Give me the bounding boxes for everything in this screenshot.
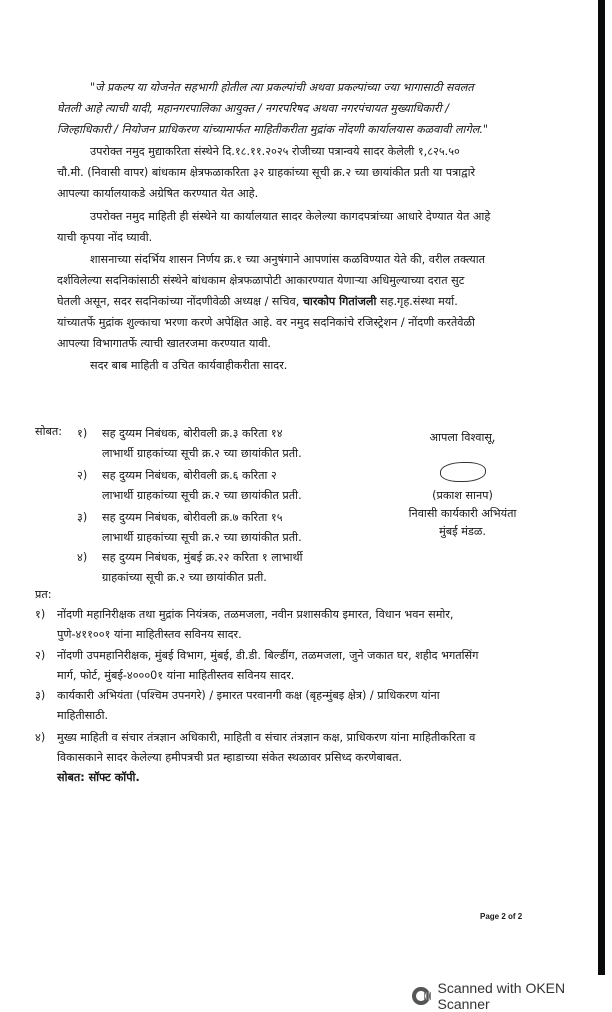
paragraph-stamp-duty (57, 249, 587, 354)
paragraph-line: शासनाच्या संदर्भिय शासन निर्णय क्र.१ च्या अनुषंगाने आपणांस कळविण्यात येते की, वरील तक्त्यात (57, 249, 587, 270)
paragraph-line: यांच्यातर्फे मुद्रांक शुल्काचा भरणा करणे अपेक्षित आहे. वर नमुद सदनिकांचे रजिस्ट्रेशन / नोंदणी करतेवेळी (57, 312, 587, 333)
scan-edge-bar (598, 0, 605, 975)
copy-number: ३) (35, 686, 45, 706)
copy-number: १) (35, 605, 45, 625)
copy-line: कार्यकारी अभियंता (पश्चिम उपनगरे) / इमारत परवानगी कक्ष (बृहन्मुंबइ क्षेत्र) / प्राधिकरण यांना (57, 686, 577, 706)
enclosure-item (102, 548, 334, 588)
scanner-watermark (412, 980, 612, 1012)
paragraph-line: उपरोक्त नमुद मुद्याकरिता संस्थेने दि.१८.११.२०२५ रोजीच्या पत्रान्वये सादर केलेली १,८२५.५० (57, 141, 587, 162)
copy-line: माहितीसाठी. (57, 706, 577, 726)
handwritten-signature (380, 462, 545, 489)
copy-line: मुख्य माहिती व संचार तंत्रज्ञान अधिकारी, माहिती व संचार तंत्रज्ञान कक्ष, प्राधिकरण यांना माहितीकरिता व (57, 728, 577, 748)
copy-line: मार्ग, फोर्ट, मुंबई-४०००0१ यांना माहितीस्तव सविनय सादर. (57, 666, 577, 686)
enclosure-line: ग्राहकांच्या सूची क्र.२ च्या छायांकीत प्रती. (102, 568, 334, 588)
copy-item (57, 728, 577, 788)
paragraph-line (57, 291, 587, 312)
paragraph-forwarding (57, 141, 587, 204)
quote-line: जिल्हाधिकारी / नियोजन प्राधिकरण यांच्यामार्फत माहितीकरीता मुद्रांक नोंदणी कार्यालयास कळवावी लागेल." (57, 119, 587, 140)
paragraph-closing (57, 355, 587, 376)
quote-line: घेतली आहे त्याची यादी, महानगरपालिका आयुक्त / नगरपरिषद अथवा नगरपंचायत मुख्याधिकारी / (57, 98, 587, 119)
enclosure-number: ४) (77, 548, 87, 568)
scanner-text: Scanned with OKEN Scanner (438, 980, 612, 1012)
paragraph-note (57, 206, 587, 248)
paragraph-text: घेतली असून, सदर सदनिकांच्या नोंदणीवेळी अध्यक्ष / सचिव, (57, 295, 299, 308)
paragraph-line: उपरोक्त नमुद माहिती ही संस्थेने या कार्यालयात सादर केलेल्या कागदपत्रांच्या आधारे देण्यात येत आहे (57, 206, 587, 227)
copy-number: ४) (35, 728, 45, 748)
copy-line: नोंदणी उपमहानिरीक्षक, मुंबई विभाग, मुंबई, डी.डी. बिल्डींग, तळमजला, जुने जकात घर, शहीद भगतसिंग (57, 646, 577, 666)
enclosure-number: ३) (77, 508, 87, 528)
paragraph-line: आपल्या कार्यालयाकडे अग्रेषित करण्यात येत आहे. (57, 183, 587, 204)
oken-scanner-logo-icon (412, 987, 430, 1005)
enclosure-number: १) (77, 424, 87, 444)
signature-mark (440, 462, 486, 482)
copy-line: पुणे-४११००१ यांना माहितीस्तव सविनय सादर. (57, 625, 577, 645)
copy-number: २) (35, 646, 45, 666)
signatory-name: (प्रकाश सानप) (380, 486, 545, 506)
paragraph-line: आपल्या विभागातर्फे त्याची खातरजमा करण्यात यावी. (57, 333, 587, 354)
paragraph-line: चौ.मी. (निवासी वापर) बांधकाम क्षेत्रफळाकरिता ३२ ग्राहकांच्या सूची क्र.२ च्या छायांकीत प्रती या पत्राद्वारे (57, 162, 587, 183)
attachment-note: सोबत: सॉफ्ट कॉपी. (57, 768, 577, 788)
closing-salutation: आपला विश्वासू, (380, 428, 545, 448)
enclosure-line: सह दुय्यम निबंधक, बोरीवली क्र.७ करिता १५ (102, 508, 334, 528)
copies-label: प्रत: (35, 587, 52, 602)
enclosure-line: लाभार्थी ग्राहकांच्या सूची क्र.२ च्या छायांकीत प्रती. (102, 444, 334, 464)
enclosures-label: सोबत: (35, 424, 62, 439)
page-number: Page 2 of 2 (480, 912, 522, 921)
paragraph-line: याची कृपया नोंद घ्यावी. (57, 227, 587, 248)
copy-line: विकासकाने सादर केलेल्या हमीपत्रची प्रत म्हाडाच्या संकेत स्थळावर प्रसिध्द करणेबाबत. (57, 748, 577, 768)
society-name: चारकोप गितांजली (303, 295, 377, 308)
quote-line: "जे प्रकल्प या योजनेत सहभागी होतील त्या प्रकल्पांची अथवा प्रकल्पांच्या ज्या भागासाठी सवलत (57, 77, 587, 98)
enclosure-line: लाभार्थी ग्राहकांच्या सूची क्र.२ च्या छायांकीत प्रती. (102, 486, 334, 506)
enclosure-item (102, 466, 334, 506)
paragraph-line: दर्शविलेल्या सदनिकांसाठी संस्थेने बांधकाम क्षेत्रफळापोटी आकारण्यात येणाऱ्या अधिमुल्याच्या दरात सुट (57, 270, 587, 291)
enclosure-line: सह दुय्यम निबंधक, मुंबई क्र.२२ करिता १ लाभार्थी (102, 548, 334, 568)
quoted-clause (57, 77, 587, 140)
copy-item (57, 605, 577, 645)
copy-item (57, 646, 577, 686)
paragraph-text: सह.गृह.संस्था मर्या. (380, 295, 458, 308)
copy-item (57, 686, 577, 726)
enclosure-line: सह दुय्यम निबंधक, बोरीवली क्र.३ करिता १४ (102, 424, 334, 444)
enclosure-item (102, 424, 334, 464)
signatory-office: मुंबई मंडळ. (380, 522, 545, 542)
enclosure-line: लाभार्थी ग्राहकांच्या सूची क्र.२ च्या छायांकीत प्रती. (102, 528, 334, 548)
signatory-designation: निवासी कार्यकारी अभियंता (380, 504, 545, 524)
enclosure-number: २) (77, 466, 87, 486)
copy-line: नोंदणी महानिरीक्षक तथा मुद्रांक नियंत्रक, तळमजला, नवीन प्रशासकीय इमारत, विधान भवन समोर, (57, 605, 577, 625)
enclosure-line: सह दुय्यम निबंधक, बोरीवली क्र.६ करिता २ (102, 466, 334, 486)
paragraph-line: सदर बाब माहिती व उचित कार्यवाहीकरीता सादर. (57, 355, 587, 376)
enclosure-item (102, 508, 334, 548)
